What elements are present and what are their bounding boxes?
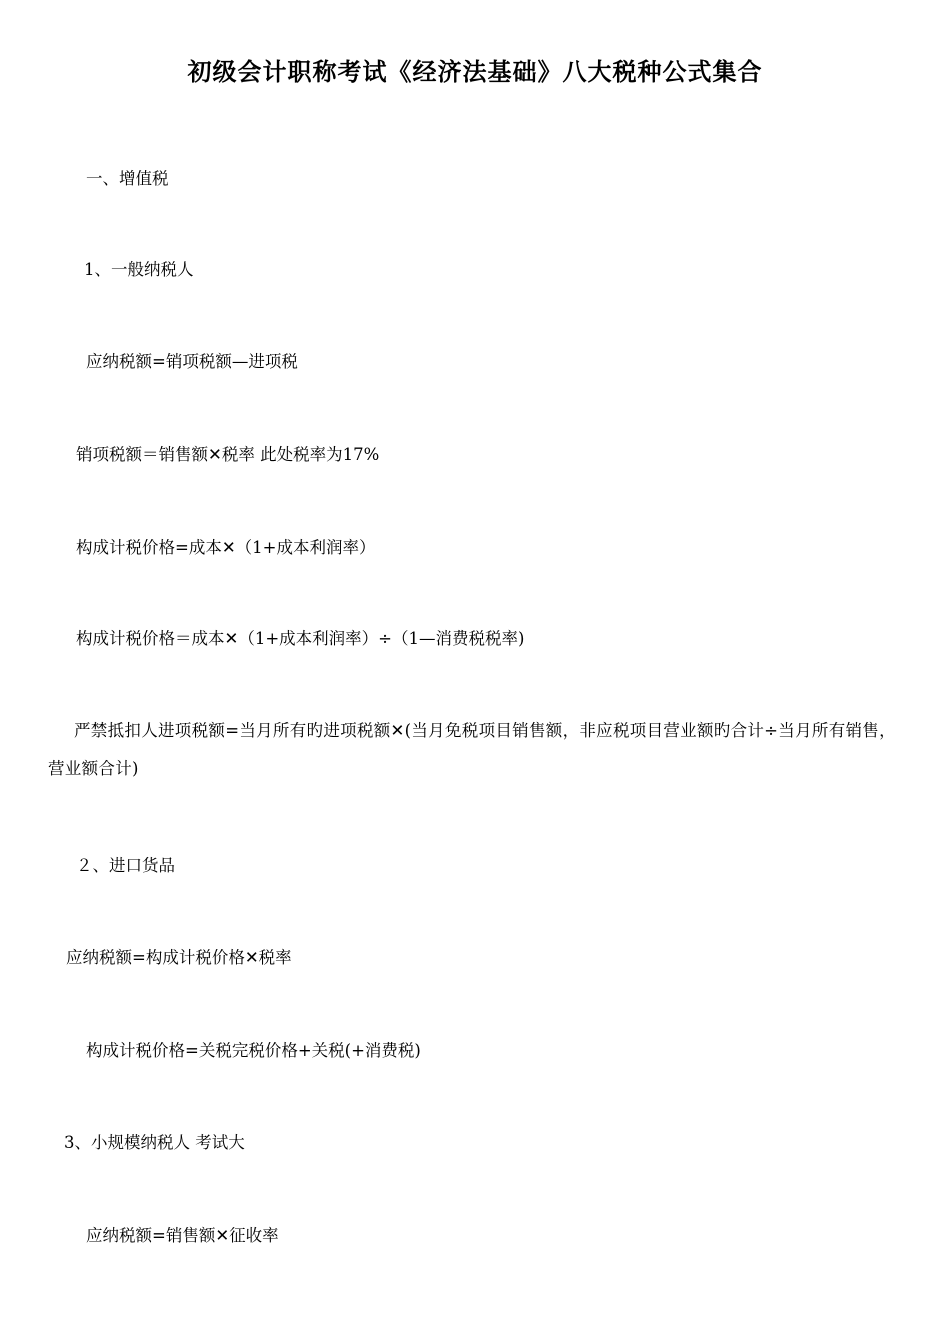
formula-composite-price-2: 构成计税价格＝成本✕（1+成本利润率）÷（1—消费税税率) [76, 629, 525, 648]
formula-nondeductible-input-tax: 严禁抵扣人进项税额=当月所有旳进项税额✕(当月免税项目销售额，非应税项目营业额旳合计÷当月所有销售，营业额合计) [48, 721, 896, 778]
subheading-small-scale-taxpayer: 3、小规模纳税人 考试大 [64, 1133, 245, 1152]
subheading-imported-goods: ２、进口货品 [76, 856, 175, 875]
formula-tax-payable: 应纳税额=销项税额—进项税 [86, 352, 298, 371]
formula-import-composite-price: 构成计税价格=关税完税价格+关税(+消费税) [86, 1041, 421, 1060]
document-title: 初级会计职称考试《经济法基础》八大税种公式集合 [187, 57, 763, 86]
section-heading-vat: 一、增值税 [86, 169, 169, 188]
formula-import-tax-payable: 应纳税额=构成计税价格✕税率 [66, 948, 292, 967]
subheading-general-taxpayer: 1、一般纳税人 [84, 260, 194, 279]
formula-composite-price-1: 构成计税价格=成本✕（1+成本利润率） [76, 538, 376, 557]
formula-small-scale-tax-payable: 应纳税额=销售额✕征收率 [86, 1226, 279, 1245]
formula-output-tax: 销项税额＝销售额✕税率 此处税率为17% [76, 445, 380, 464]
